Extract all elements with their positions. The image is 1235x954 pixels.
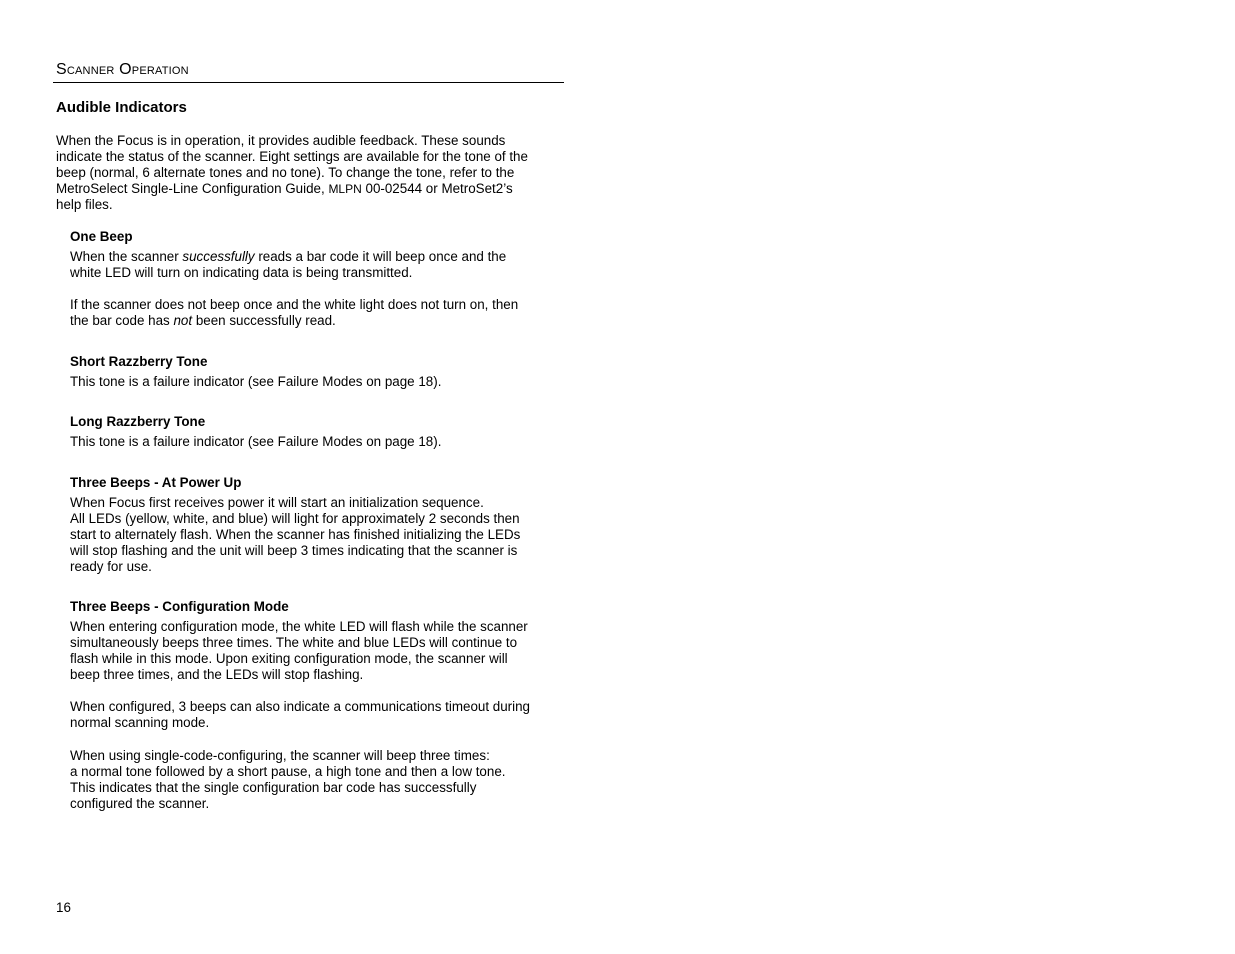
intro-line: help files. — [56, 197, 113, 213]
intro-line: 00-02544 or MetroSet2’s — [361, 181, 513, 197]
config-mode-section — [70, 598, 560, 812]
intro-line: indicate the status of the scanner. Eight settings are available for the tone of the — [56, 149, 528, 165]
short-razzberry-text: This tone is a failure indicator (see Failure Modes on page 18). — [70, 374, 442, 389]
one-beep-heading: One Beep — [70, 229, 133, 244]
page-title: Audible Indicators — [56, 99, 187, 116]
intro-line: beep (normal, 6 alternate tones and no tone). To change the tone, refer to the — [56, 165, 515, 181]
single-code-paragraph: When using single-code-configuring, the scanner will beep three times: a normal tone followed by a short pause, a high tone and then a low tone. This indicates that the single configuration bar code has successfully configured the scanner. — [70, 747, 506, 811]
short-razzberry-heading: Short Razzberry Tone — [70, 354, 208, 369]
part-number-prefix: MLPN — [328, 182, 362, 197]
long-razzberry-text: This tone is a failure indicator (see Failure Modes on page 18). — [70, 434, 442, 449]
power-up-heading: Three Beeps - At Power Up — [70, 475, 242, 490]
config-timeout-paragraph: When configured, 3 beeps can also indicate a communications timeout during normal scanning mode. — [70, 699, 531, 731]
manual-page — [56, 0, 564, 954]
emphasis: not — [173, 313, 193, 329]
section-header: Scanner Operation — [53, 60, 564, 83]
one-beep-section — [70, 228, 560, 329]
power-up-section — [70, 474, 560, 575]
intro-line: MetroSelect Single-Line Configuration Guide, — [56, 181, 329, 197]
intro-line: When the Focus is in operation, it provides audible feedback. These sounds — [56, 133, 506, 148]
config-mode-paragraph: When entering configuration mode, the white LED will flash while the scanner simultaneously beeps three times. The white and blue LEDs will continue to flash while in this mode. Upon exiting configuration mode, the scanner will beep three times, and the LEDs will stop flashing. — [70, 619, 528, 683]
long-razzberry-heading: Long Razzberry Tone — [70, 414, 206, 429]
page-number: 16 — [56, 900, 71, 915]
one-beep-note: If the scanner does not beep once and the white light does not turn on, then the bar code has not been successfully read. — [70, 297, 519, 329]
long-razzberry-section — [70, 413, 560, 450]
intro-paragraph — [56, 133, 561, 213]
power-up-paragraph: When Focus first receives power it will start an initialization sequence. All LEDs (yellow, white, and blue) will light for approximately 2 seconds then start to alternately flash. When the scanner has finished initializing the LEDs will stop flashing and the unit will beep 3 times indicating that the scanner is ready for use. — [70, 495, 521, 575]
emphasis: successfully — [182, 249, 255, 264]
config-mode-heading: Three Beeps - Configuration Mode — [70, 599, 289, 614]
short-razzberry-section — [70, 353, 560, 390]
one-beep-paragraph: When the scanner successfully reads a bar code it will beep once and the white LED will turn on indicating data is being transmitted. — [70, 249, 507, 281]
